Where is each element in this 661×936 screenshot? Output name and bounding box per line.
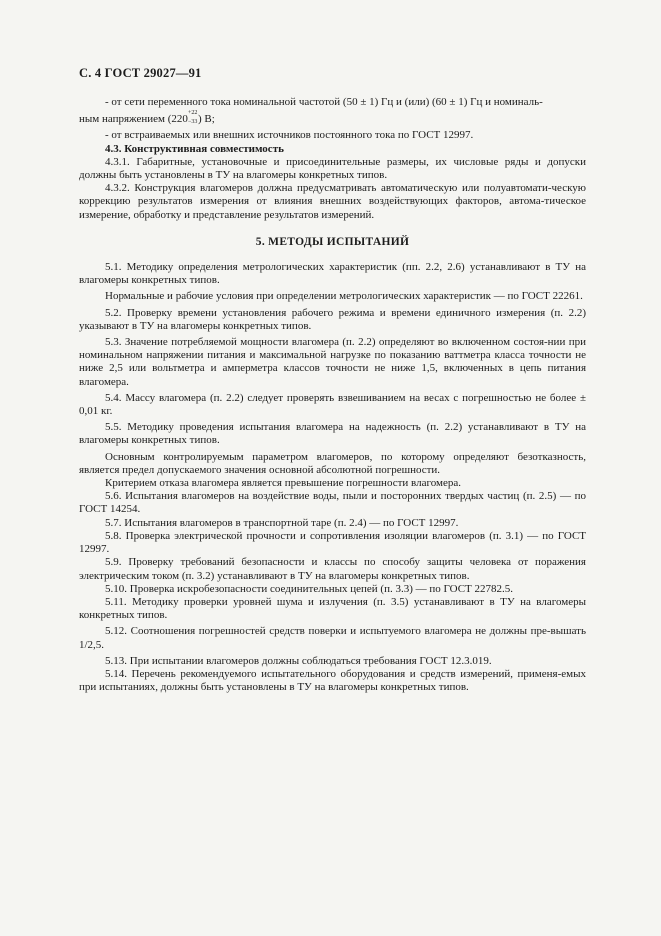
paragraph: 5.10. Проверка искробезопасности соединительных цепей (п. 3.3) — по ГОСТ 22782.5. [105,582,513,595]
paragraph: 5.7. Испытания влагомеров в транспортной таре (п. 2.4) — по ГОСТ 12997. [105,516,459,529]
paragraph: 5.6. Испытания влагомеров на воздействие воды, пыли и посторонних твердых частиц (п. 2.5) — по ГОСТ 14254. [79,490,586,516]
paragraph: 5.1. Методику определения метрологических характеристик (пп. 2.2, 2.6) устанавливают в ТУ на влагомеры конкретных типов. [79,261,586,287]
paragraph: 5.11. Методику проверки уровней шума и излучения (п. 3.5) устанавливают в ТУ на влагомеры конкретных типов. [79,595,586,622]
paragraph: 5.4. Массу влагомера (п. 2.2) следует проверять взвешиванием на весах с погрешностью не более ± 0,01 кг. [79,391,586,418]
paragraph: Нормальные и рабочие условия при определении метрологических характеристик — по ГОСТ 22261. [105,290,583,303]
voltage-tolerance: +22 −33 [187,110,198,126]
power-dc-line: - от встраиваемых или внешних источников постоянного тока по ГОСТ 12997. [105,129,474,142]
paragraph-4-3-2: 4.3.2. Конструкция влагомеров должна предусматривать автоматическую или полуавтомати-ческую коррекцию результатов измерения от влияния внешних воздействующих факторов, автома-тическое измерение, обработку и представление результатов измерений. [79,182,586,221]
page-header: С. 4 ГОСТ 29027—91 [79,66,202,80]
paragraph: 5.12. Соотношения погрешностей средств поверки и испытуемого влагомера не должны пре-вышать 1/2,5. [79,625,586,651]
paragraph: 5.2. Проверку времени установления рабочего режима и времени единичного измерения (п. 2.2) указывают в ТУ на влагомеры конкретных типов. [79,306,586,332]
section-paragraphs [79,261,586,694]
paragraph: 5.3. Значение потребляемой мощности влагомера (п. 2.2) определяют во включенном состоя-нии при номинальном напряжении питания и максимальной нагрузке по показанию ваттметра класса точности не ниже 2,5 или вольтметра и амперметра классов точности не ниже 1,5, включенных в цепь питания влагомера. [79,336,586,388]
paragraph: Основным контролируемым параметром влагомеров, по которому определяют безотказность, является предел допускаемого значения основной абсолютной погрешности. [79,450,586,476]
paragraph: 5.14. Перечень рекомендуемого испытательного оборудования и средств измерений, применя-емых при испытаниях, должны быть установлены в ТУ на влагомеры конкретных типов. [79,667,586,694]
paragraph: 5.9. Проверку требований безопасности и классы по способу защиты человека от поражения электрическим током (п. 3.2) устанавливают в ТУ на влагомеры конкретных типов. [79,556,586,582]
subsection-heading: 4.3. Конструктивная совместимость [105,142,284,155]
paragraph-4-3-1: 4.3.1. Габаритные, установочные и присоединительные размеры, их числовые ряды и допуски должны быть установлены в ТУ на влагомеры конкретных типов. [79,155,586,182]
power-ac-line: - от сети переменного тока номинальной частотой (50 ± 1) Гц и (или) (60 ± 1) Гц и номиналь- [105,96,543,108]
power-ac-voltage: ным напряжением (220 +22 −33 ) В; [79,110,215,126]
paragraph: Критерием отказа влагомера является превышение погрешности влагомера. [105,477,461,490]
section-title: 5. МЕТОДЫ ИСПЫТАНИЙ [255,235,410,248]
paragraph: 5.13. При испытании влагомеров должны соблюдаться требования ГОСТ 12.3.019. [105,654,492,667]
paragraph: 5.5. Методику проведения испытания влагомера на надежность (п. 2.2) устанавливают в ТУ на влагомеры конкретных типов. [79,421,586,447]
paragraph: 5.8. Проверка электрической прочности и сопротивления изоляции влагомеров (п. 3.1) — по ГОСТ 12997. [79,529,586,556]
document-body [79,96,586,694]
